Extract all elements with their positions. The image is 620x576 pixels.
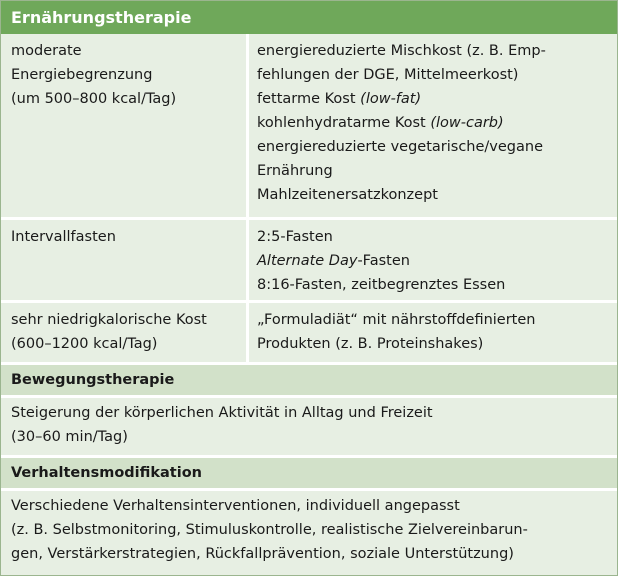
- text-line: Verschiedene Verhaltensinterventionen, individuell angepasst: [11, 498, 460, 514]
- table-row: [1, 220, 617, 300]
- content-line: Mahlzeitenersatzkonzept: [257, 187, 438, 203]
- content-line: 8:16-Fasten, zeitbegrenztes Essen: [257, 277, 506, 293]
- verhalten-text: [11, 494, 611, 566]
- text-line: (z. B. Selbstmonitoring, Stimuluskontrolle, realistische Zielvereinbarun-: [11, 522, 528, 538]
- label-line: Intervallfasten: [11, 229, 116, 245]
- row-divider: [1, 488, 617, 491]
- row-label: [11, 39, 243, 111]
- row-content: [257, 225, 613, 297]
- content-line: fehlungen der DGE, Mittelmeerkost): [257, 67, 519, 83]
- table-row: [1, 303, 617, 362]
- content-line: Alternate Day-Fasten: [257, 253, 410, 269]
- text-line: Steigerung der körperlichen Aktivität in Alltag und Freizeit: [11, 405, 433, 421]
- content-line: kohlenhydratarme Kost (low-carb): [257, 115, 504, 131]
- row-content: [257, 39, 613, 207]
- table-header: Ernährungstherapie: [1, 1, 617, 34]
- content-line: fettarme Kost (low-fat): [257, 91, 422, 107]
- label-line: (600–1200 kcal/Tag): [11, 336, 158, 352]
- label-line: moderate: [11, 43, 82, 59]
- content-line: Produkten (z. B. Proteinshakes): [257, 336, 484, 352]
- bewegung-text: [11, 401, 611, 449]
- row-label: [11, 225, 243, 249]
- content-line: „Formuladiät“ mit nährstoffdefinierten: [257, 312, 536, 328]
- content-line: Ernährung: [257, 163, 333, 179]
- row-content: [257, 308, 613, 356]
- text-line: gen, Verstärkerstrategien, Rückfallprävention, soziale Unterstützung): [11, 546, 514, 562]
- text-line: (30–60 min/Tag): [11, 429, 128, 445]
- content-line: 2:5-Fasten: [257, 229, 333, 245]
- content-line: energiereduzierte Mischkost (z. B. Emp-: [257, 43, 546, 59]
- section-heading-verhalten: Verhaltensmodifikation: [1, 458, 617, 488]
- content-line: energiereduzierte vegetarische/vegane: [257, 139, 543, 155]
- section-heading-bewegung: Bewegungstherapie: [1, 365, 617, 395]
- table-row: [1, 34, 617, 217]
- row-label: [11, 308, 243, 356]
- label-line: Energiebegrenzung: [11, 67, 153, 83]
- column-divider: [246, 34, 249, 362]
- label-line: sehr niedrigkalorische Kost: [11, 312, 207, 328]
- label-line: (um 500–800 kcal/Tag): [11, 91, 177, 107]
- row-divider: [1, 395, 617, 398]
